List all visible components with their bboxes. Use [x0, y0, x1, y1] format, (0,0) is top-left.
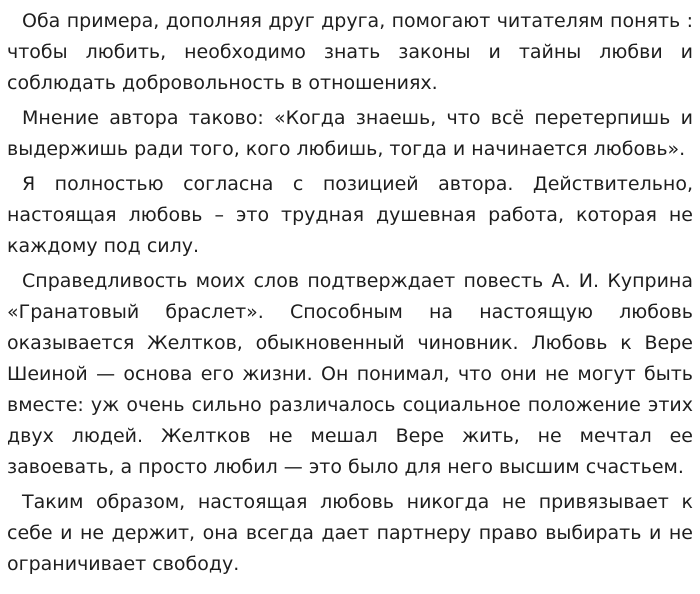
paragraph-author-opinion: Мнение автора таково: «Когда знаешь, что всё перетерпишь и выдержишь ради того, кого любишь, тогда и начинается любовь».	[7, 107, 693, 160]
paragraph-kuprin-argument: Справедливость моих слов подтверждает повесть А. И. Куприна «Гранатовый браслет». Способным на настоящую любовь оказывается Желтков, обыкновенный чиновник. Любовь к Вере Шеиной — основа его жизни. Он понимал, что они не могут быть вместе: уж очень сильно различалось социальное положение этих двух людей. Желтков не мешал Вере жить, не мечтал ее завоевать, а просто любил — это было для него высшим счастьем.	[7, 270, 693, 478]
paragraph-agreement: Я полностью согласна с позицией автора. Действительно, настоящая любовь – это трудная душевная работа, которая не каждому под силу.	[7, 173, 693, 257]
paragraph-conclusion: Таким образом, настоящая любовь никогда не привязывает к себе и не держит, она всегда дает партнеру право выбирать и не ограничивает свободу.	[7, 491, 693, 575]
paragraph-intro-conclusion: Оба примера, дополняя друг друга, помогают читателям понять : чтобы любить, необходимо знать законы и тайны любви и соблюдать добровольность в отношениях.	[7, 10, 693, 94]
